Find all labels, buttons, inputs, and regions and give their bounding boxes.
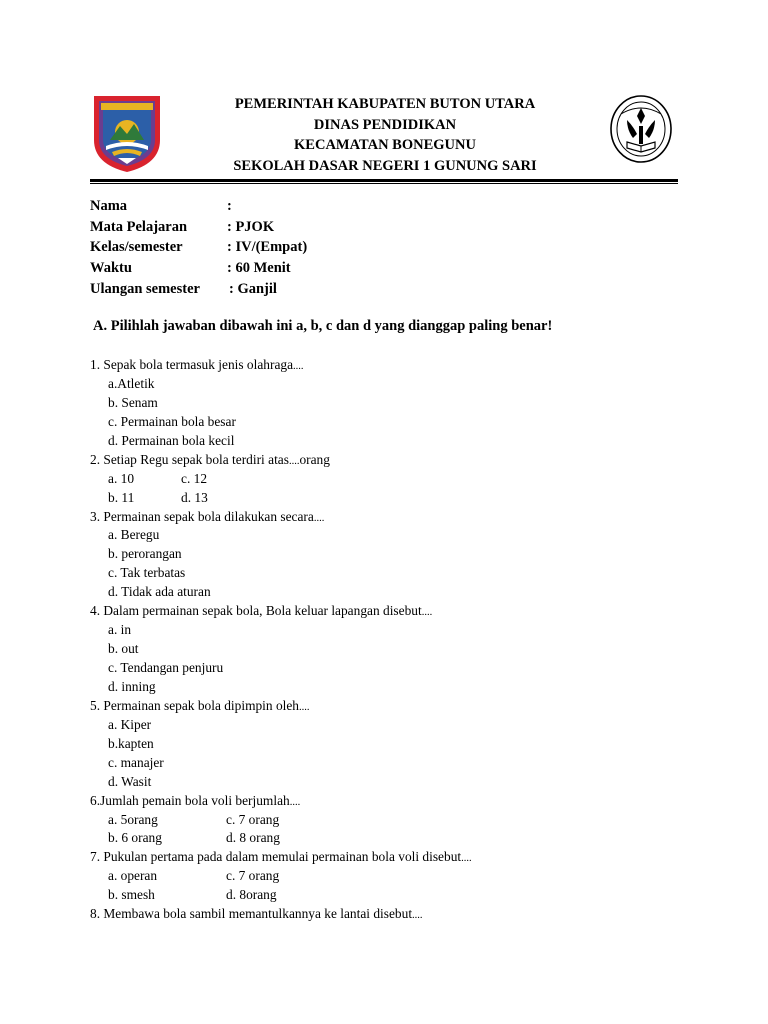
option: c. 12 xyxy=(181,470,208,486)
school-letterhead xyxy=(180,94,590,176)
option: a. operan xyxy=(108,868,158,884)
option-row xyxy=(90,886,472,905)
option: a. in xyxy=(108,622,132,638)
question-3: 3. Permainan sepak bola dilakukan secara.... xyxy=(90,508,325,524)
question-2: 2. Setiap Regu sepak bola terdiri atas....orang xyxy=(90,451,330,467)
question-7: 7. Pukulan pertama pada dalam memulai permainan bola voli disebut.... xyxy=(90,849,472,865)
option: d. inning xyxy=(108,678,156,694)
option: b. perorangan xyxy=(108,546,182,562)
question-5: 5. Permainan sepak bola dipimpin oleh.... xyxy=(90,697,310,713)
header-school: SEKOLAH DASAR NEGERI 1 GUNUNG SARI xyxy=(233,157,537,174)
option: a. Kiper xyxy=(108,716,152,732)
option: b. 6 orang xyxy=(108,830,162,846)
header-divider-thin xyxy=(90,183,678,184)
option: a.Atletik xyxy=(108,375,155,391)
option-row xyxy=(90,470,472,489)
option: b. 11 xyxy=(108,489,135,505)
question-8: 8. Membawa bola sambil memantulkannya ke lantai disebut.... xyxy=(90,906,423,922)
option: c. 7 orang xyxy=(226,811,280,827)
option: d. 8 orang xyxy=(226,830,280,846)
option: c. Permainan bola besar xyxy=(108,413,236,429)
option: c. manajer xyxy=(108,754,164,770)
info-label: Nama xyxy=(90,198,128,214)
info-value: : Ganjil xyxy=(229,280,277,297)
option: c. Tak terbatas xyxy=(108,565,186,581)
info-value: : 60 Menit xyxy=(227,260,291,277)
header-district: KECAMATAN BONEGUNU xyxy=(294,137,476,153)
info-label: Kelas/semester xyxy=(90,239,183,256)
info-value: : IV/(Empat) xyxy=(227,239,308,256)
question-4: 4. Dalam permainan sepak bola, Bola keluar lapangan disebut.... xyxy=(90,603,433,619)
info-value: : PJOK xyxy=(227,218,275,235)
option-row xyxy=(90,829,472,848)
header-department: DINAS PENDIDIKAN xyxy=(313,116,457,133)
option-row xyxy=(90,867,472,886)
option: a. Beregu xyxy=(108,527,160,543)
option: d. 8orang xyxy=(226,887,277,903)
option: a. 10 xyxy=(108,470,135,486)
option: b. out xyxy=(108,641,139,657)
tut-wuri-handayani-emblem-icon xyxy=(609,94,673,168)
header-government: PEMERINTAH KABUPATEN BUTON UTARA xyxy=(234,96,536,112)
question-6: 6.Jumlah pemain bola voli berjumlah.... xyxy=(90,792,301,808)
option: b. Senam xyxy=(108,394,158,410)
info-value: : xyxy=(227,198,232,214)
option: d. Wasit xyxy=(108,773,152,789)
section-instruction: A. Pilihlah jawaban dibawah ini a, b, c dan d yang dianggap paling benar! xyxy=(93,318,553,334)
option: d. Tidak ada aturan xyxy=(108,584,211,600)
option: d. 13 xyxy=(181,489,208,505)
option: b. smesh xyxy=(108,887,155,903)
info-label: Waktu xyxy=(90,260,132,277)
option: a. 5orang xyxy=(108,811,158,827)
option: c. 7 orang xyxy=(226,868,280,884)
buton-utara-emblem-icon xyxy=(92,94,162,174)
option: b.kapten xyxy=(108,735,154,751)
question-1: 1. Sepak bola termasuk jenis olahraga.... xyxy=(90,357,304,372)
option: c. Tendangan penjuru xyxy=(108,660,224,675)
option-row xyxy=(90,489,472,508)
question-list xyxy=(90,356,472,924)
info-label: Ulangan semester xyxy=(90,280,200,297)
option-row xyxy=(90,811,472,830)
info-label: Mata Pelajaran xyxy=(90,218,188,235)
header-divider-thick xyxy=(90,179,678,182)
option: d. Permainan bola kecil xyxy=(108,432,235,448)
